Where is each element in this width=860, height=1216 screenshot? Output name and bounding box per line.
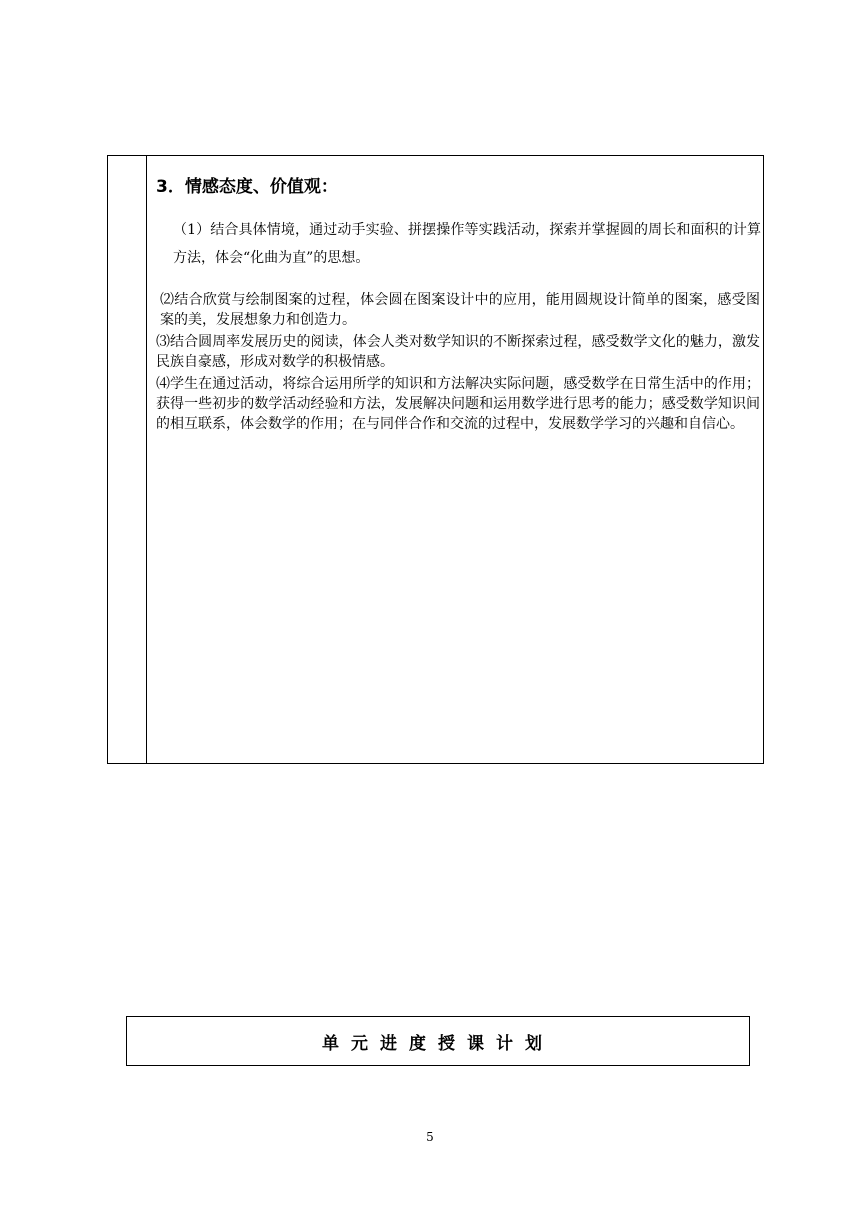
paragraph-4: ⑷学生在通过活动，将综合运用所学的知识和方法解决实际问题，感受数学在日常生活中的作用；获得一些初步的数学活动经验和方法，发展解决问题和运用数学进行思考的能力；感受数学知识间的相互联系，体会数学的作用；在与同伴合作和交流的过程中，发展数学学习的兴趣和自信心。 xyxy=(156,376,760,432)
paragraph-1: （1）结合具体情境，通过动手实验、拼摆操作等实践活动，探索并掌握圆的周长和面积的计算方法，体会“化曲为直”的思想。 xyxy=(173,222,761,266)
plan-title-box xyxy=(126,1016,750,1066)
section-heading: 3．情感态度、价值观： xyxy=(156,177,338,197)
table-left-column xyxy=(108,156,147,763)
paragraph-3: ⑶结合圆周率发展历史的阅读，体会人类对数学知识的不断探索过程，感受数学文化的魅力，激发民族自豪感，形成对数学的积极情感。 xyxy=(156,334,760,370)
paragraph-2: ⑵结合欣赏与绘制图案的过程，体会圆在图案设计中的应用，能用圆规设计简单的图案，感受图案的美，发展想象力和创造力。 xyxy=(160,292,760,328)
table-content-cell xyxy=(148,156,763,763)
content-table xyxy=(107,155,764,764)
page-number: 5 xyxy=(426,1130,434,1144)
plan-title: 单元进度授课计划 xyxy=(322,1033,554,1054)
